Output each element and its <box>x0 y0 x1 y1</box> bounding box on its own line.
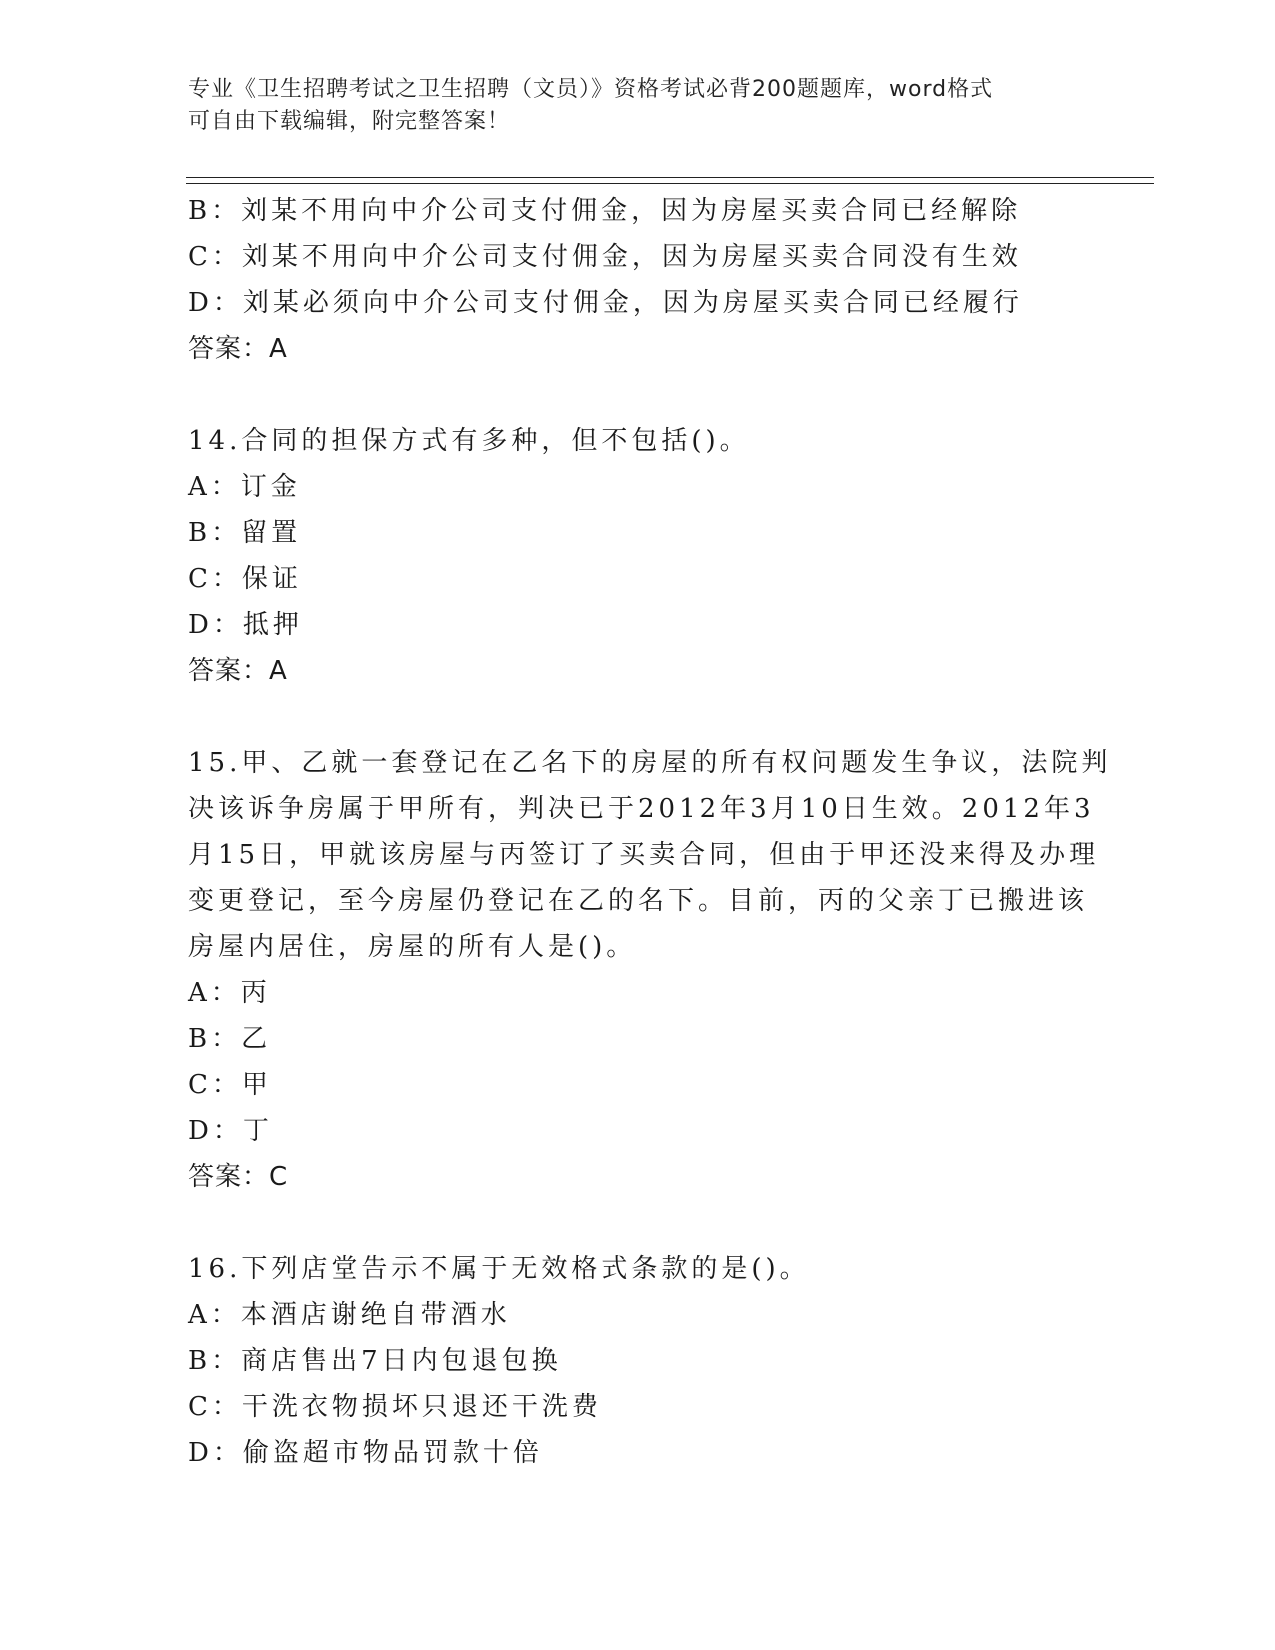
question-16 <box>188 1246 1088 1476</box>
question-15 <box>188 740 1112 1200</box>
option-c: C：刘某不用向中介公司支付佣金，因为房屋买卖合同没有生效 <box>188 242 1022 272</box>
option-d: D：抵押 <box>188 610 303 640</box>
question-stem-line: 15.甲、乙就一套登记在乙名下的房屋的所有权问题发生争议，法院判 <box>188 748 1112 778</box>
option-b: B：乙 <box>188 1024 272 1054</box>
answer-line: 答案：A <box>188 334 288 364</box>
question-stem: 16.下列店堂告示不属于无效格式条款的是()。 <box>188 1254 810 1284</box>
spacer <box>188 372 1088 418</box>
question-stem: 14.合同的担保方式有多种，但不包括()。 <box>188 426 750 456</box>
option-c: C：干洗衣物损坏只退还干洗费 <box>188 1392 602 1422</box>
question-14 <box>188 418 1088 694</box>
answer-line: 答案：A <box>188 656 288 686</box>
option-c: C：甲 <box>188 1070 272 1100</box>
option-a: A：订金 <box>188 472 301 502</box>
question-13-tail <box>188 188 1088 372</box>
answer-line: 答案：C <box>188 1162 289 1192</box>
question-stem-line: 房屋内居住，房屋的所有人是()。 <box>188 932 637 962</box>
option-b: B：商店售出7日内包退包换 <box>188 1346 562 1376</box>
header-line-1: 专业《卫生招聘考试之卫生招聘（文员）》资格考试必背200题题库，word格式 <box>188 77 994 102</box>
option-b: B：留置 <box>188 518 302 548</box>
spacer <box>188 694 1088 740</box>
option-d: D：丁 <box>188 1116 273 1146</box>
option-a: A：本酒店谢绝自带酒水 <box>188 1300 511 1330</box>
document-header <box>188 74 1068 138</box>
question-stem-line: 变更登记，至今房屋仍登记在乙的名下。目前，丙的父亲丁已搬进该 <box>188 886 1089 916</box>
question-stem-line: 决该诉争房属于甲所有，判决已于2012年3月10日生效。2012年3 <box>188 794 1095 824</box>
option-c: C：保证 <box>188 564 302 594</box>
option-b: B：刘某不用向中介公司支付佣金，因为房屋买卖合同已经解除 <box>188 196 1022 226</box>
spacer <box>188 1200 1088 1246</box>
question-stem-line: 月15日，甲就该房屋与丙签订了买卖合同，但由于甲还没来得及办理 <box>188 840 1100 870</box>
option-d: D：刘某必须向中介公司支付佣金，因为房屋买卖合同已经履行 <box>188 288 1023 318</box>
option-a: A：丙 <box>188 978 271 1008</box>
header-line-2: 可自由下载编辑，附完整答案！ <box>188 109 511 134</box>
question-list <box>188 188 1112 1476</box>
option-d: D：偷盗超市物品罚款十倍 <box>188 1438 543 1468</box>
header-divider <box>186 177 1154 184</box>
